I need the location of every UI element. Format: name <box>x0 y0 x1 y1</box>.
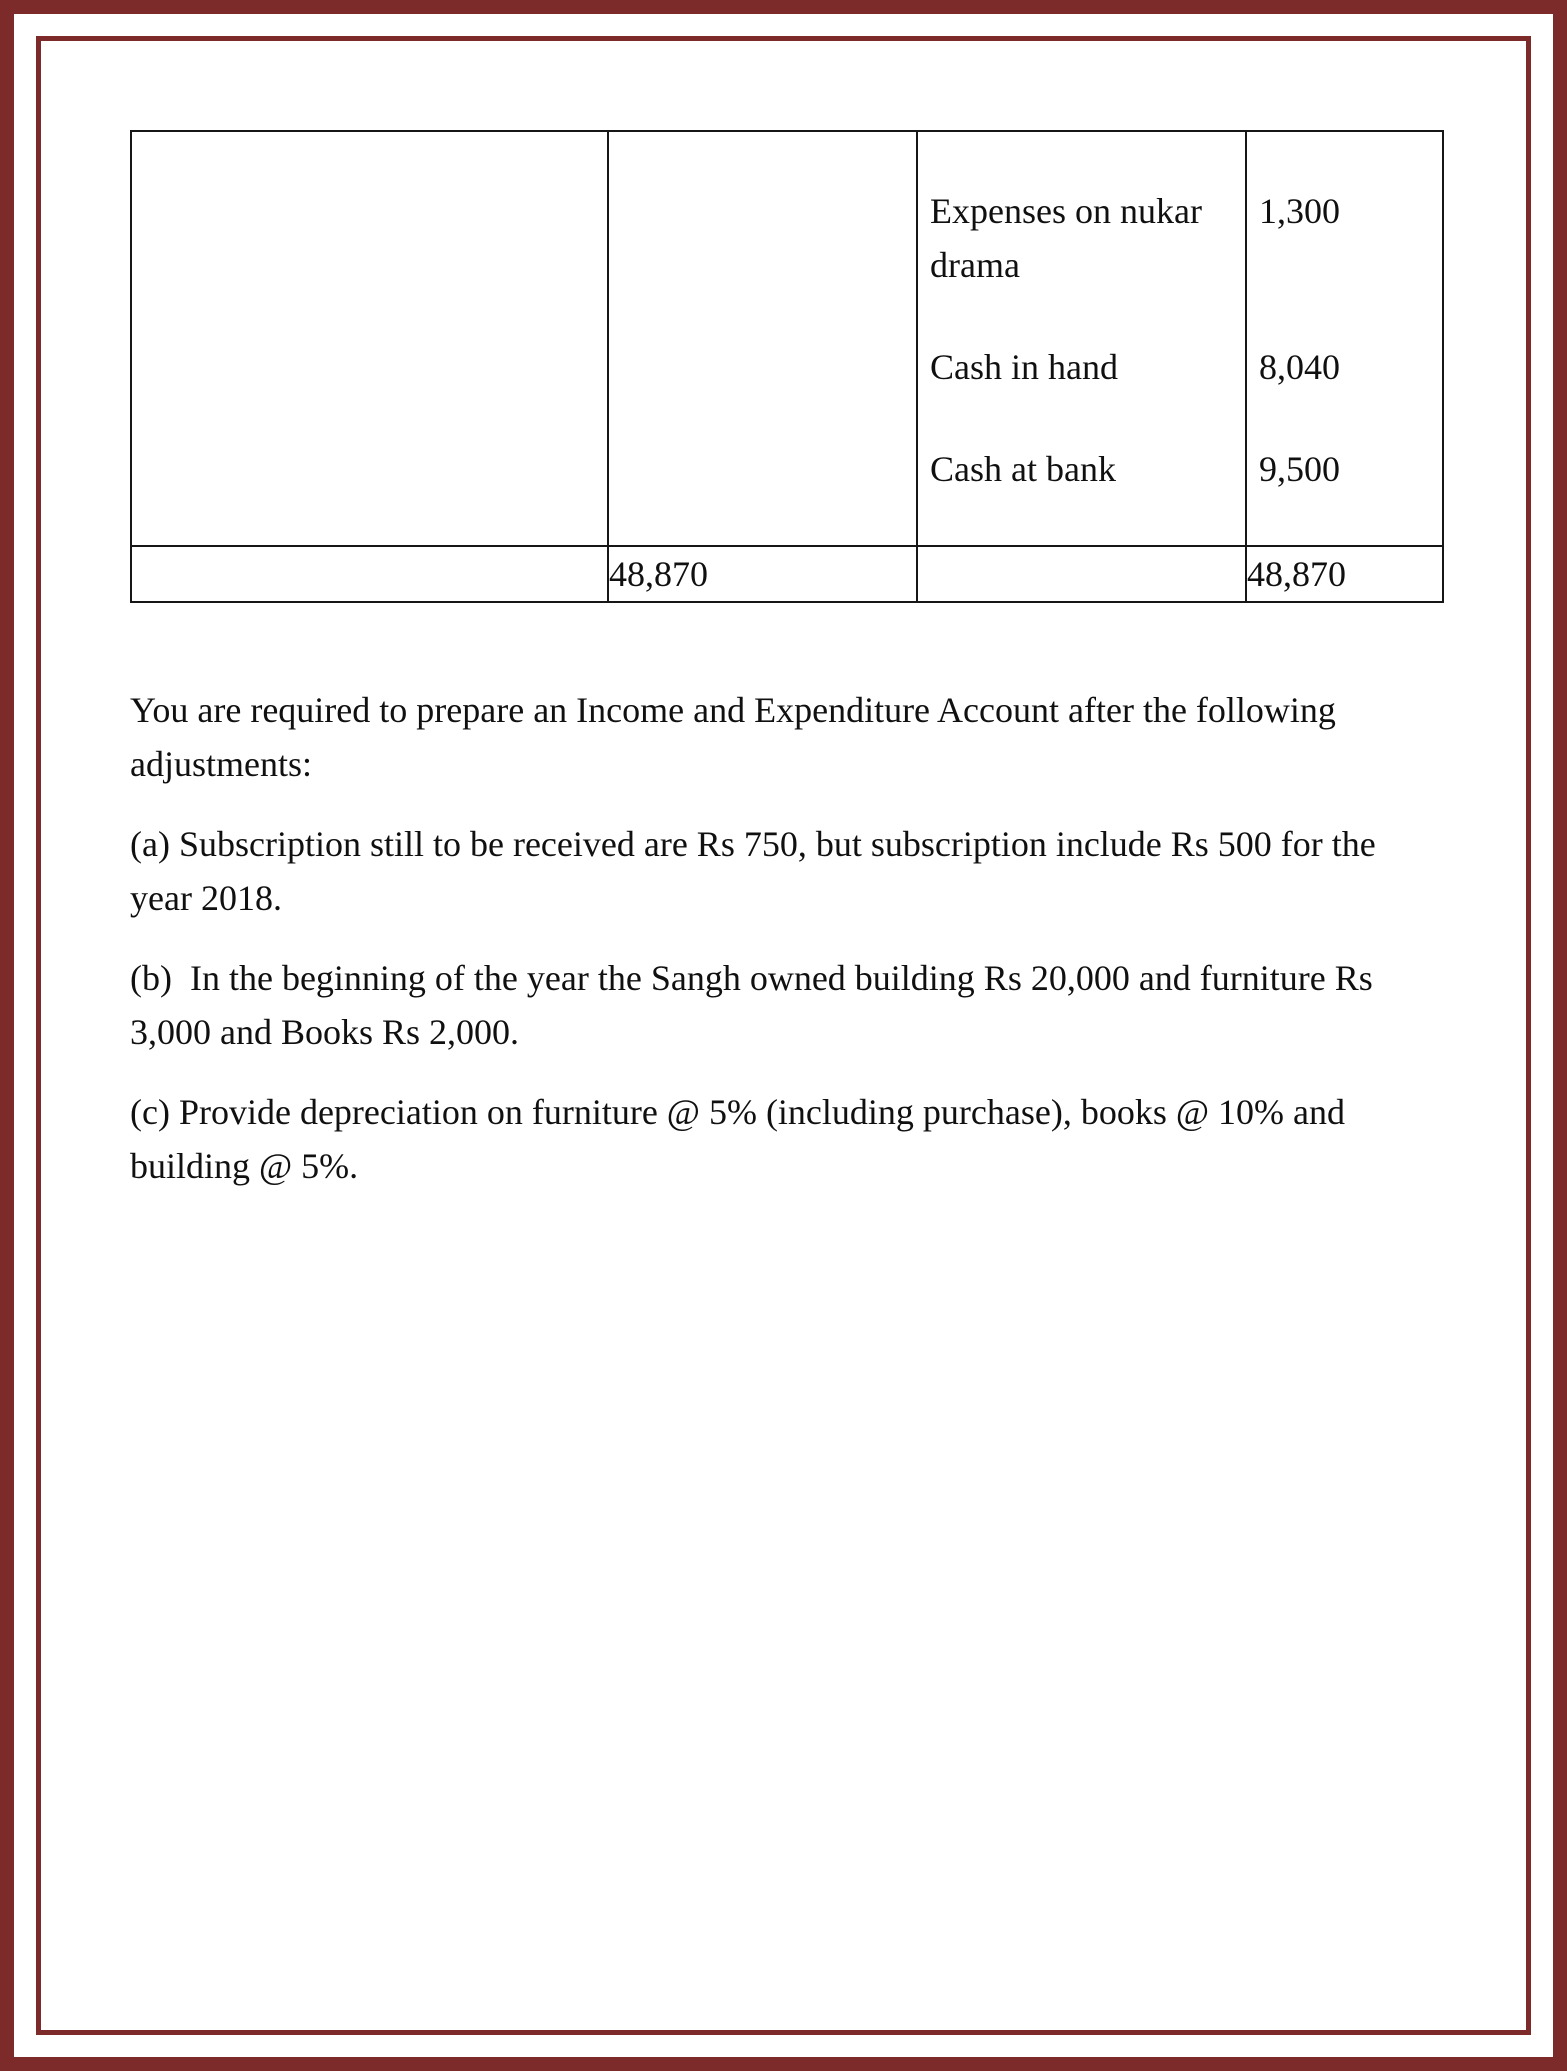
payments-amount-cell <box>1246 131 1443 546</box>
payments-label-stack <box>918 132 1245 496</box>
credit-total-cell: 48,870 <box>1246 546 1443 602</box>
adjustment-c: (c) Provide depreciation on furniture @ 5% (including purchase), books @ 10% and building @ 5%. <box>130 1092 1354 1186</box>
debit-total-cell: 48,870 <box>608 546 917 602</box>
table-row <box>131 131 1443 546</box>
payment-entry-amount: 1,300 <box>1259 191 1340 231</box>
page-content <box>41 41 1526 1193</box>
payment-entry-amount: 9,500 <box>1259 449 1340 489</box>
table-totals-row <box>131 546 1443 602</box>
adjustment-a: (a) Subscription still to be received are Rs 750, but subscription include Rs 500 for the year 2018. <box>130 824 1385 918</box>
receipts-amount-cell <box>608 131 917 546</box>
adjustments-text-block <box>130 683 1440 1193</box>
intro-paragraph: You are required to prepare an Income and Expenditure Account after the following adjustments: <box>130 690 1345 784</box>
page-inner-frame <box>36 36 1531 2035</box>
payment-entry-label: Cash in hand <box>930 347 1118 387</box>
adjustment-b: (b) In the beginning of the year the Sangh owned building Rs 20,000 and furniture Rs 3,000 and Books Rs 2,000. <box>130 958 1382 1052</box>
payments-amount-stack <box>1247 132 1442 496</box>
totals-empty-cell <box>917 546 1246 602</box>
payment-entry-amount: 8,040 <box>1259 347 1340 387</box>
totals-empty-cell <box>131 546 608 602</box>
payment-entry-label: Expenses on nukar drama <box>930 191 1202 285</box>
receipts-payments-table <box>130 130 1444 603</box>
receipts-label-cell <box>131 131 608 546</box>
payment-entry-label: Cash at bank <box>930 449 1116 489</box>
payments-label-cell <box>917 131 1246 546</box>
